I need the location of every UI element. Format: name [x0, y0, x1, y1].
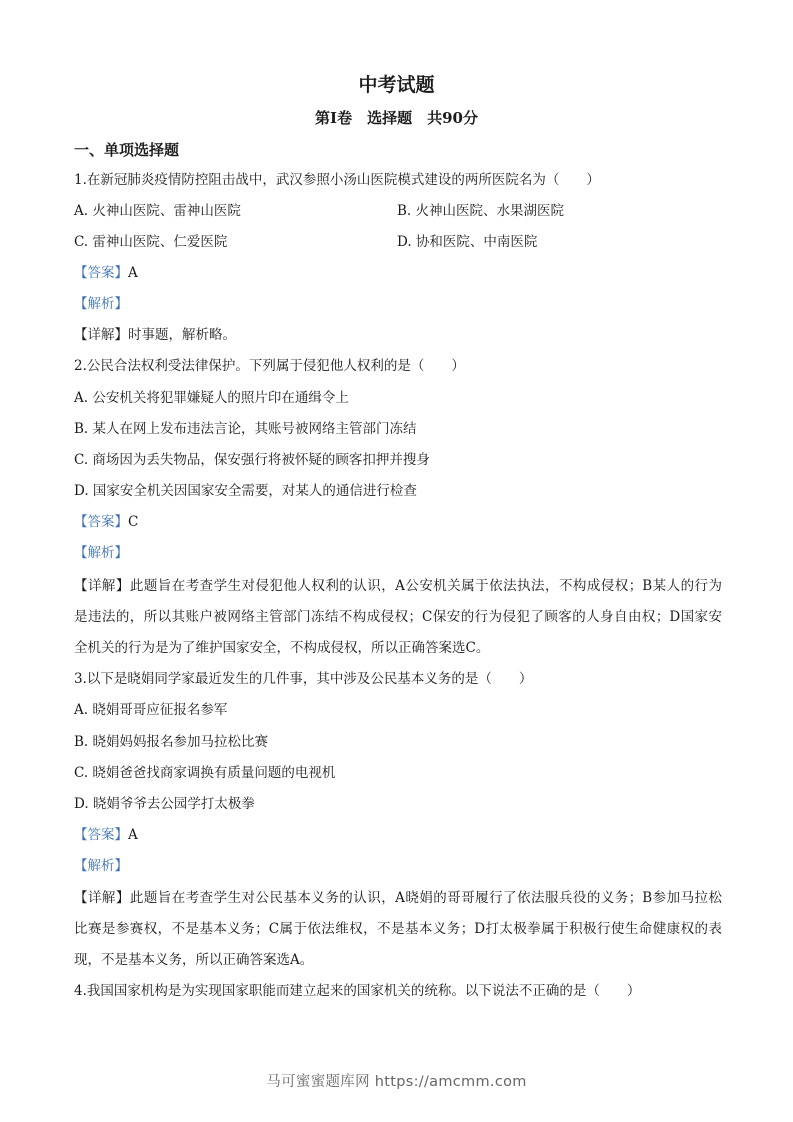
detail-tag: 【详解】	[74, 327, 128, 343]
question-3-analysis-tag: 【解析】	[74, 858, 128, 874]
question-1-answer	[74, 263, 138, 283]
question-2-option-c: C. 商场因为丢失物品，保安强行将被怀疑的顾客扣押并搜身	[74, 452, 430, 468]
question-2-option-d: D. 国家安全机关因国家安全需要，对某人的通信进行检查	[74, 483, 417, 499]
question-3-detail-line-1	[74, 888, 722, 908]
question-3-answer	[74, 825, 138, 845]
question-3-option-d: D. 晓娟爷爷去公园学打太极拳	[74, 796, 255, 812]
page-title: 中考试题	[358, 74, 435, 96]
question-1-stem: 1.在新冠肺炎疫情防控阻击战中，武汉参照小汤山医院模式建设的两所医院名为（ ）	[74, 172, 600, 188]
question-1-analysis-tag: 【解析】	[74, 296, 128, 312]
question-3-option-a: A. 晓娟哥哥应征报名参军	[74, 702, 228, 718]
detail-text: 此题旨在考查学生对公民基本义务的认识，A晓娟的哥哥履行了依法服兵役的义务；B参加马拉松	[129, 890, 723, 906]
question-1-option-d: D. 协和医院、中南医院	[397, 234, 538, 250]
question-2-option-b: B. 某人在网上发布违法言论，其账号被网络主管部门冻结	[74, 421, 417, 437]
question-2-detail-line-2: 是违法的，所以其账户被网络主管部门冻结不构成侵权；C保安的行为侵犯了顾客的人身自由权；D国家安	[74, 609, 722, 625]
question-3-detail-line-3: 现，不是基本义务，所以正确答案选A。	[74, 952, 314, 968]
answer-tag: 【答案】	[74, 514, 128, 530]
question-2-analysis-tag: 【解析】	[74, 545, 128, 561]
question-1-detail	[74, 325, 236, 345]
answer-value: C	[128, 514, 139, 530]
question-2-detail-line-1	[74, 576, 722, 596]
question-1-option-c: C. 雷神山医院、仁爱医院	[74, 234, 228, 250]
question-1-option-b: B. 火神山医院、水果湖医院	[397, 203, 565, 219]
page-subtitle: 第Ⅰ卷 选择题 共90分	[315, 109, 478, 127]
question-4-stem: 4.我国国家机构是为实现国家职能而建立起来的国家机关的统称。以下说法不正确的是（ ）	[74, 983, 641, 999]
question-3-option-b: B. 晓娟妈妈报名参加马拉松比赛	[74, 734, 269, 750]
detail-text: 时事题，解析略。	[128, 327, 236, 343]
question-3-option-c: C. 晓娟爸爸找商家调换有质量问题的电视机	[74, 765, 336, 781]
question-3-stem: 3.以下是晓娟同学家最近发生的几件事，其中涉及公民基本义务的是（ ）	[74, 671, 533, 687]
footer-watermark: 马可蜜蜜题库网 https://amcmm.com	[266, 1074, 527, 1090]
answer-tag: 【答案】	[74, 827, 128, 843]
answer-value: A	[128, 265, 138, 281]
answer-value: A	[128, 827, 138, 843]
question-1-option-a: A. 火神山医院、雷神山医院	[74, 203, 241, 219]
detail-tag: 【详解】	[74, 890, 130, 906]
question-2-detail-line-3: 全机关的行为是为了维护国家安全，不构成侵权，所以正确答案选C。	[74, 640, 490, 656]
question-2-stem: 2.公民合法权利受法律保护。下列属于侵犯他人权利的是（ ）	[74, 358, 465, 374]
answer-tag: 【答案】	[74, 265, 128, 281]
detail-tag: 【详解】	[74, 578, 130, 594]
section-heading: 一、单项选择题	[74, 141, 180, 159]
detail-text: 此题旨在考查学生对侵犯他人权利的认识，A公安机关属于依法执法，不构成侵权；B某人的行为	[129, 578, 723, 594]
question-2-answer	[74, 512, 138, 532]
question-3-detail-line-2: 比赛是参赛权，不是基本义务；C属于依法维权，不是基本义务；D打太极拳属于积极行使生命健康权的表	[74, 921, 722, 937]
question-2-option-a: A. 公安机关将犯罪嫌疑人的照片印在通缉令上	[74, 390, 349, 406]
